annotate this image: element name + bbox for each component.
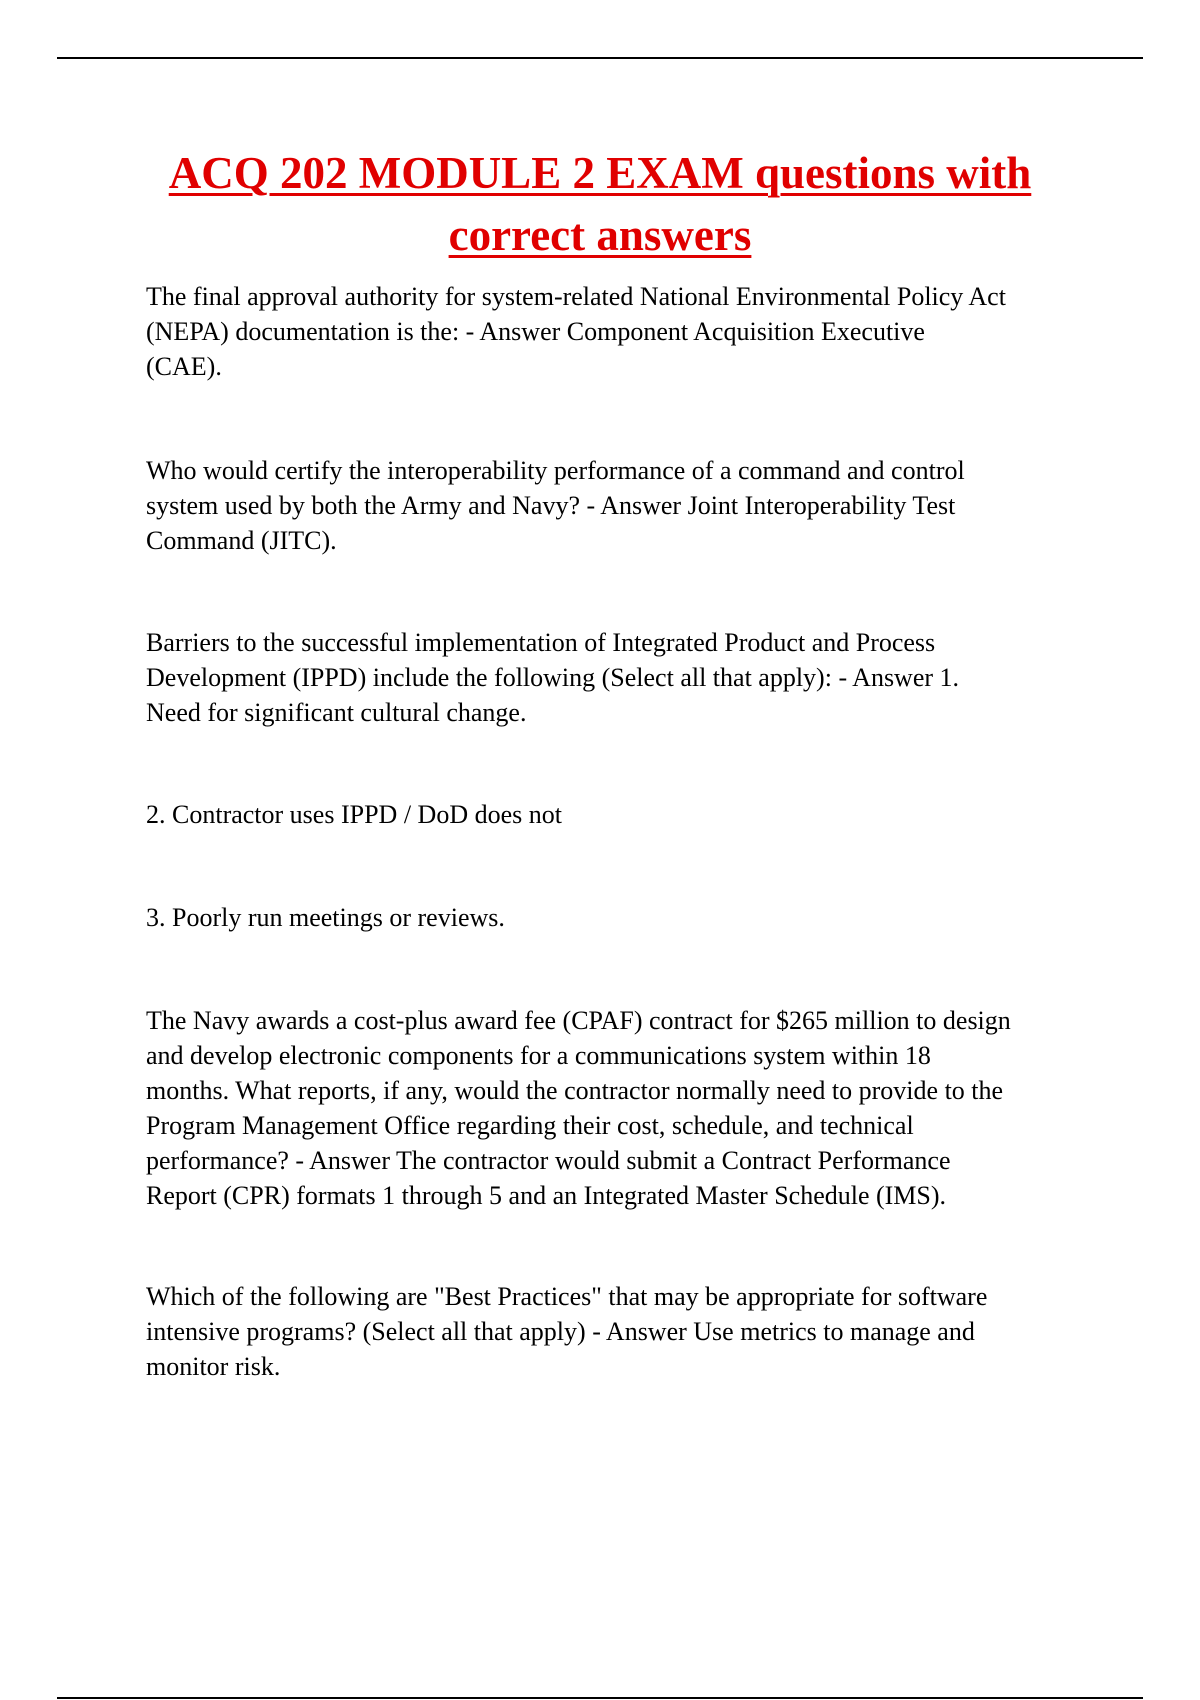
- bottom-divider: [57, 1697, 1143, 1699]
- question-software-best-practices: Which of the following are "Best Practices" that may be appropriate for software intensive programs? (Select all that apply) - Answer Use metrics to manage and monitor risk.: [146, 1282, 988, 1381]
- top-divider: [57, 57, 1143, 59]
- question-interoperability-certification: Who would certify the interoperability performance of a command and control system used by both the Army and Navy? - Answer Joint Interoperability Test Command (JITC).: [146, 456, 965, 555]
- question-nepa-approval: The final approval authority for system-related National Environmental Policy Act (NEPA) documentation is the: - Answer Component Acquisition Executive (CAE).: [146, 282, 1006, 381]
- question-cpaf-reports: The Navy awards a cost-plus award fee (CPAF) contract for $265 million to design and develop electronic components for a communications system within 18 months. What reports, if any, would the contractor normally need to provide to the Program Management Office regarding their cost, schedule, and technical performance? - Answer The contractor would submit a Contract Performance Report (CPR) formats 1 through 5 and an Integrated Master Schedule (IMS).: [146, 1006, 1011, 1210]
- answer-item-3: 3. Poorly run meetings or reviews.: [146, 903, 505, 932]
- document-title: ACQ 202 MODULE 2 EXAM questions with correct answers: [168, 148, 1032, 260]
- question-ippd-barriers: Barriers to the successful implementation of Integrated Product and Process Development (IPPD) include the following (Select all that apply): - Answer 1. Need for significant cultural change.: [146, 628, 960, 727]
- answer-item-2: 2. Contractor uses IPPD / DoD does not: [146, 800, 562, 829]
